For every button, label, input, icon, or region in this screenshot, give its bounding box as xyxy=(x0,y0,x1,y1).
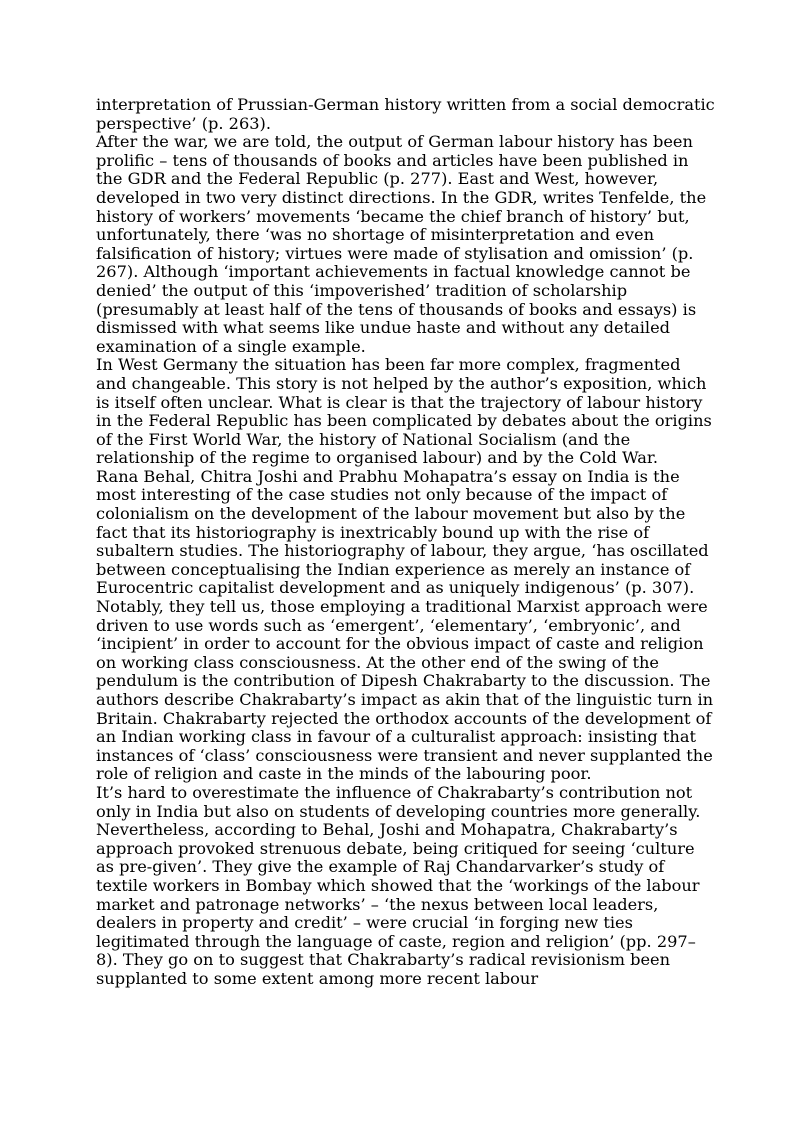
paragraph-post-war-labour-history: After the war, we are told, the output of German labour history has been prolific – tens of thousands of books and articles have been published in the GDR and the Federal Republic (p. 277). East and West, however, developed in two very distinct directions. In the GDR, writes Tenfelde, the history of workers’ movements ‘became the chief branch of history’ but, unfortunately, there ‘was no shortage of misinterpretation and even falsification of history; virtues were made of stylisation and omission’ (p. 267). Although ‘important achievements in factual knowledge cannot be denied’ the output of this ‘impoverished’ tradition of scholarship (presumably at least half of the tens of thousands of books and essays) is dismissed with what seems like undue haste and without any detailed examination of a single example. xyxy=(96,132,707,356)
paragraph-west-germany: In West Germany the situation has been far more complex, fragmented and changeable. This story is not helped by the author’s exposition, which is itself often unclear. What is clear is that the trajectory of labour history in the Federal Republic has been complicated by debates about the origins of the First World War, the history of National Socialism (and the relationship of the regime to organised labour) and by the Cold War. xyxy=(96,355,712,468)
document-page xyxy=(96,96,716,989)
paragraph-chakrabarty-influence: It’s hard to overestimate the influence of Chakrabarty’s contribution not only in India but also on students of developing countries more generally. Nevertheless, according to Behal, Joshi and Mohapatra, Chakrabarty’s approach provoked strenuous debate, being critiqued for seeing ‘culture as pre-given’. They give the example of Raj Chandarvarker’s study of textile workers in Bombay which showed that the ‘workings of the labour market and patronage networks’ – ‘the nexus between local leaders, dealers in property and credit’ – were crucial ‘in forging new ties legitimated through the language of caste, region and religion’ (pp. 297–8). They go on to suggest that Chakrabarty’s radical revisionism been supplanted to some extent among more recent labour xyxy=(96,782,701,988)
paragraph-india-case-study: Rana Behal, Chitra Joshi and Prabhu Mohapatra’s essay on India is the most interesting of the case studies not only because of the impact of colonialism on the development of the labour movement but also by the fact that its historiography is inextricably bound up with the rise of subaltern studies. The historiography of labour, they argue, ‘has oscillated between conceptualising the Indian experience as merely an instance of Eurocentric capitalist development and as uniquely indigenous’ (p. 307). Notably, they tell us, those employing a traditional Marxist approach were driven to use words such as ‘emergent’, ‘elementary’, ‘embryonic’, and ‘incipient’ in order to account for the obvious impact of caste and religion on working class consciousness. At the other end of the swing of the pendulum is the contribution of Dipesh Chakrabarty to the discussion. The authors describe Chakrabarty’s impact as akin that of the linguistic turn in Britain. Chakrabarty rejected the orthodox accounts of the development of an Indian working class in favour of a culturalist approach: insisting that instances of ‘class’ consciousness were transient and never supplanted the role of religion and caste in the minds of the labouring poor. xyxy=(96,466,714,784)
paragraph-prussian-german-history: interpretation of Prussian-German history written from a social democratic perspective’ (p. 263). xyxy=(96,95,715,133)
